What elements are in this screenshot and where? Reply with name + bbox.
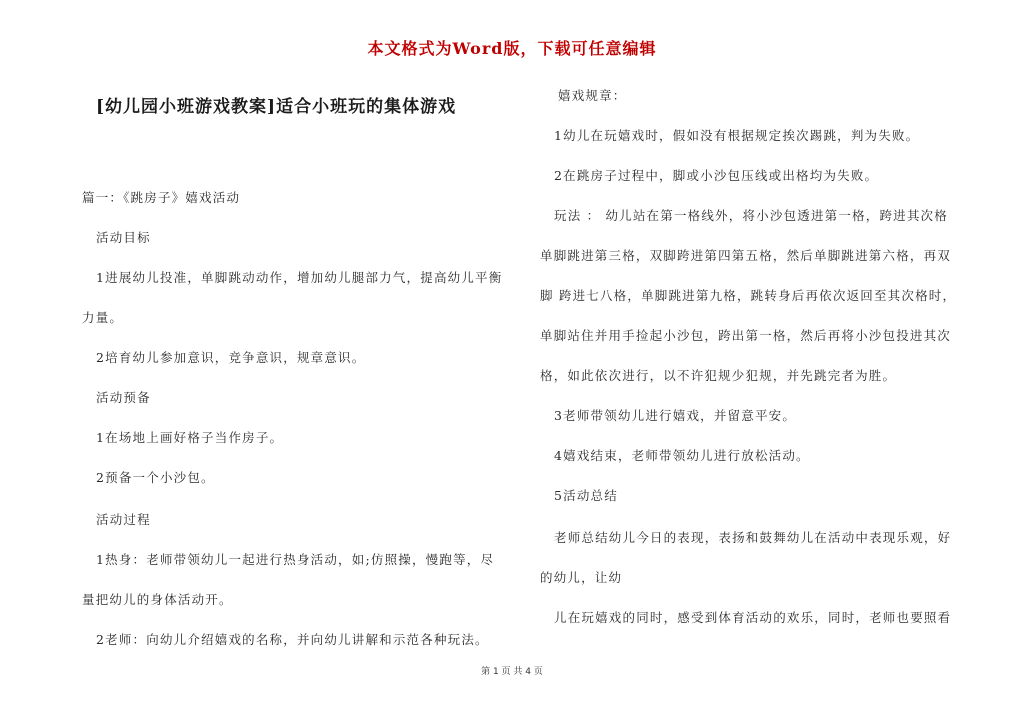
step-4: 4嬉戏结束，老师带领幼儿进行放松活动。 (554, 448, 810, 463)
method-line4: 单脚站住并用手捡起小沙包，跨出第一格，然后再将小沙包投进其次 (540, 328, 952, 343)
goal-heading: 活动目标 (96, 230, 151, 245)
page-footer: 第 1 页 共 4 页 (481, 667, 543, 677)
rule-2: 2在跳房子过程中，脚或小沙包压线或出格均为失败。 (554, 168, 879, 183)
method-line5: 格，如此依次进行，以不许犯规少犯规，并先跳完者为胜。 (540, 368, 897, 383)
right-column (540, 0, 980, 723)
editable-format-banner: 本文格式为Word版，下载可任意编辑 (367, 39, 657, 58)
summary-line1: 老师总结幼儿今日的表现，表扬和鼓舞幼儿在活动中表现乐观，好 (554, 530, 952, 545)
method-line1: 玩法 ： 幼儿站在第一格线外，将小沙包透进第一格，跨进其次格 (554, 208, 948, 223)
process-1-line1: 1热身：老师带领幼儿一起进行热身活动，如;仿照操，慢跑等，尽 (96, 552, 495, 567)
process-1-line2: 量把幼儿的身体活动开。 (82, 592, 233, 607)
rules-heading: 嬉戏规章： (558, 88, 627, 103)
section-heading: 篇一：《跳房子》嬉戏活动 (82, 190, 241, 205)
method-line3: 脚 跨进七八格，单脚跳进第九格，跳转身后再依次返回至其次格时， (540, 288, 957, 303)
process-2: 2老师：向幼儿介绍嬉戏的名称，并向幼儿讲解和示范各种玩法。 (96, 632, 489, 647)
rule-1: 1幼儿在玩嬉戏时，假如没有根据规定挨次踢跳，判为失败。 (554, 128, 920, 143)
prep-heading: 活动预备 (96, 390, 151, 405)
summary-line2: 的幼儿，让幼 (540, 570, 623, 585)
prep-1: 1在场地上画好格子当作房子。 (96, 430, 284, 445)
summary-line3: 儿在玩嬉戏的同时，感受到体育活动的欢乐，同时，老师也要照看 (554, 610, 952, 625)
method-line2: 单脚跳进第三格，双脚跨进第四第五格，然后单脚跳进第六格，再双 (540, 248, 952, 263)
document-title: [幼儿园小班游戏教案]适合小班玩的集体游戏 (96, 97, 457, 117)
step-3: 3老师带领幼儿进行嬉戏，并留意平安。 (554, 408, 797, 423)
process-heading: 活动过程 (96, 512, 151, 527)
step-5: 5活动总结 (554, 488, 618, 503)
prep-2: 2预备一个小沙包。 (96, 470, 215, 485)
goal-1-line1: 1进展幼儿投准，单脚跳动动作，增加幼儿腿部力气，提高幼儿平衡 (96, 270, 503, 285)
goal-2: 2培育幼儿参加意识，竞争意识，规章意识。 (96, 350, 366, 365)
goal-1-line2: 力量。 (82, 310, 124, 325)
left-column (82, 0, 502, 723)
